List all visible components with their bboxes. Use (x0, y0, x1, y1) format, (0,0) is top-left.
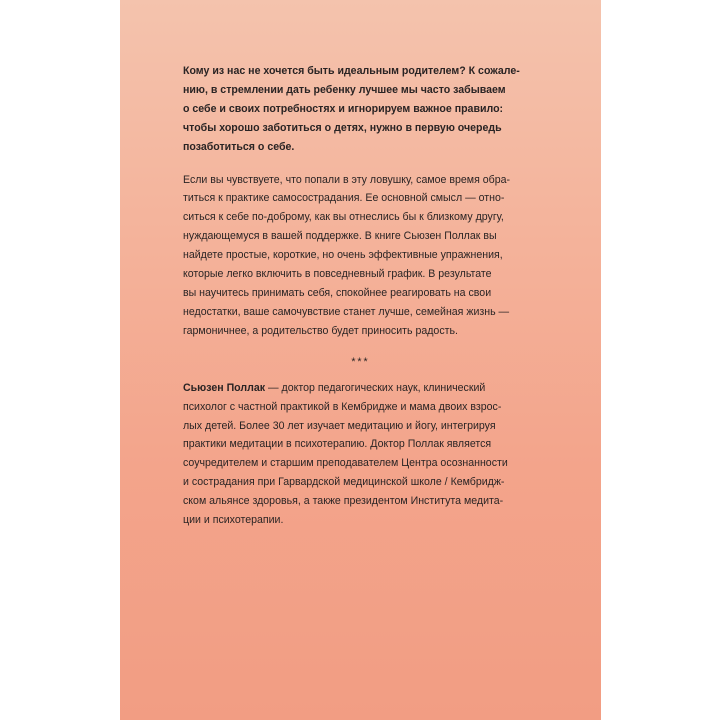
book-back-cover (120, 0, 601, 720)
intro-paragraph: Кому из нас не хочется быть идеальным родителем? К сожале- нию, в стремлении дать ребенку лучшее мы часто забываем о себе и своих потребностях и игнорируем важное правило: чтобы хорошо заботиться о детях, нужно в первую очередь позаботиться о себе. (183, 65, 520, 153)
author-name: Сьюзен Поллак (183, 381, 266, 394)
section-separator: *** (351, 355, 370, 368)
description-paragraph: Если вы чувствуете, что попали в эту ловушку, самое время обра- титься к практике самосострадания. Ее основной смысл — отно- ситься к себе по-доброму, как вы отнеслись бы к близкому другу, нуждающемуся в вашей поддержке. В книге Сьюзен Поллак вы найдете простые, короткие, но очень эффективные упражнения, которые легко включить в повседневный график. В результате вы научитесь принимать себя, спокойнее реагировать на свои недостатки, ваше самочувствие станет лучше, семейная жизнь — гармоничнее, а родительство будет приносить радость. (183, 173, 511, 337)
author-bio-paragraph (183, 379, 538, 530)
cover-text-block (183, 62, 538, 530)
author-bio-text: — доктор педагогических наук, клинический психолог с частной практикой в Кембридже и мама двоих взрос- лых детей. Более 30 лет изучает медитацию и йогу, интегрируя практики медитации в психотерапию. Доктор Поллак является соучредителем и старшим преподавателем Центра осознанности и сострадания при Гарвардской медицинской школе / Кембридж- ском альянсе здоровья, а также президентом Института медита- ции и психотерапии. (183, 381, 508, 527)
